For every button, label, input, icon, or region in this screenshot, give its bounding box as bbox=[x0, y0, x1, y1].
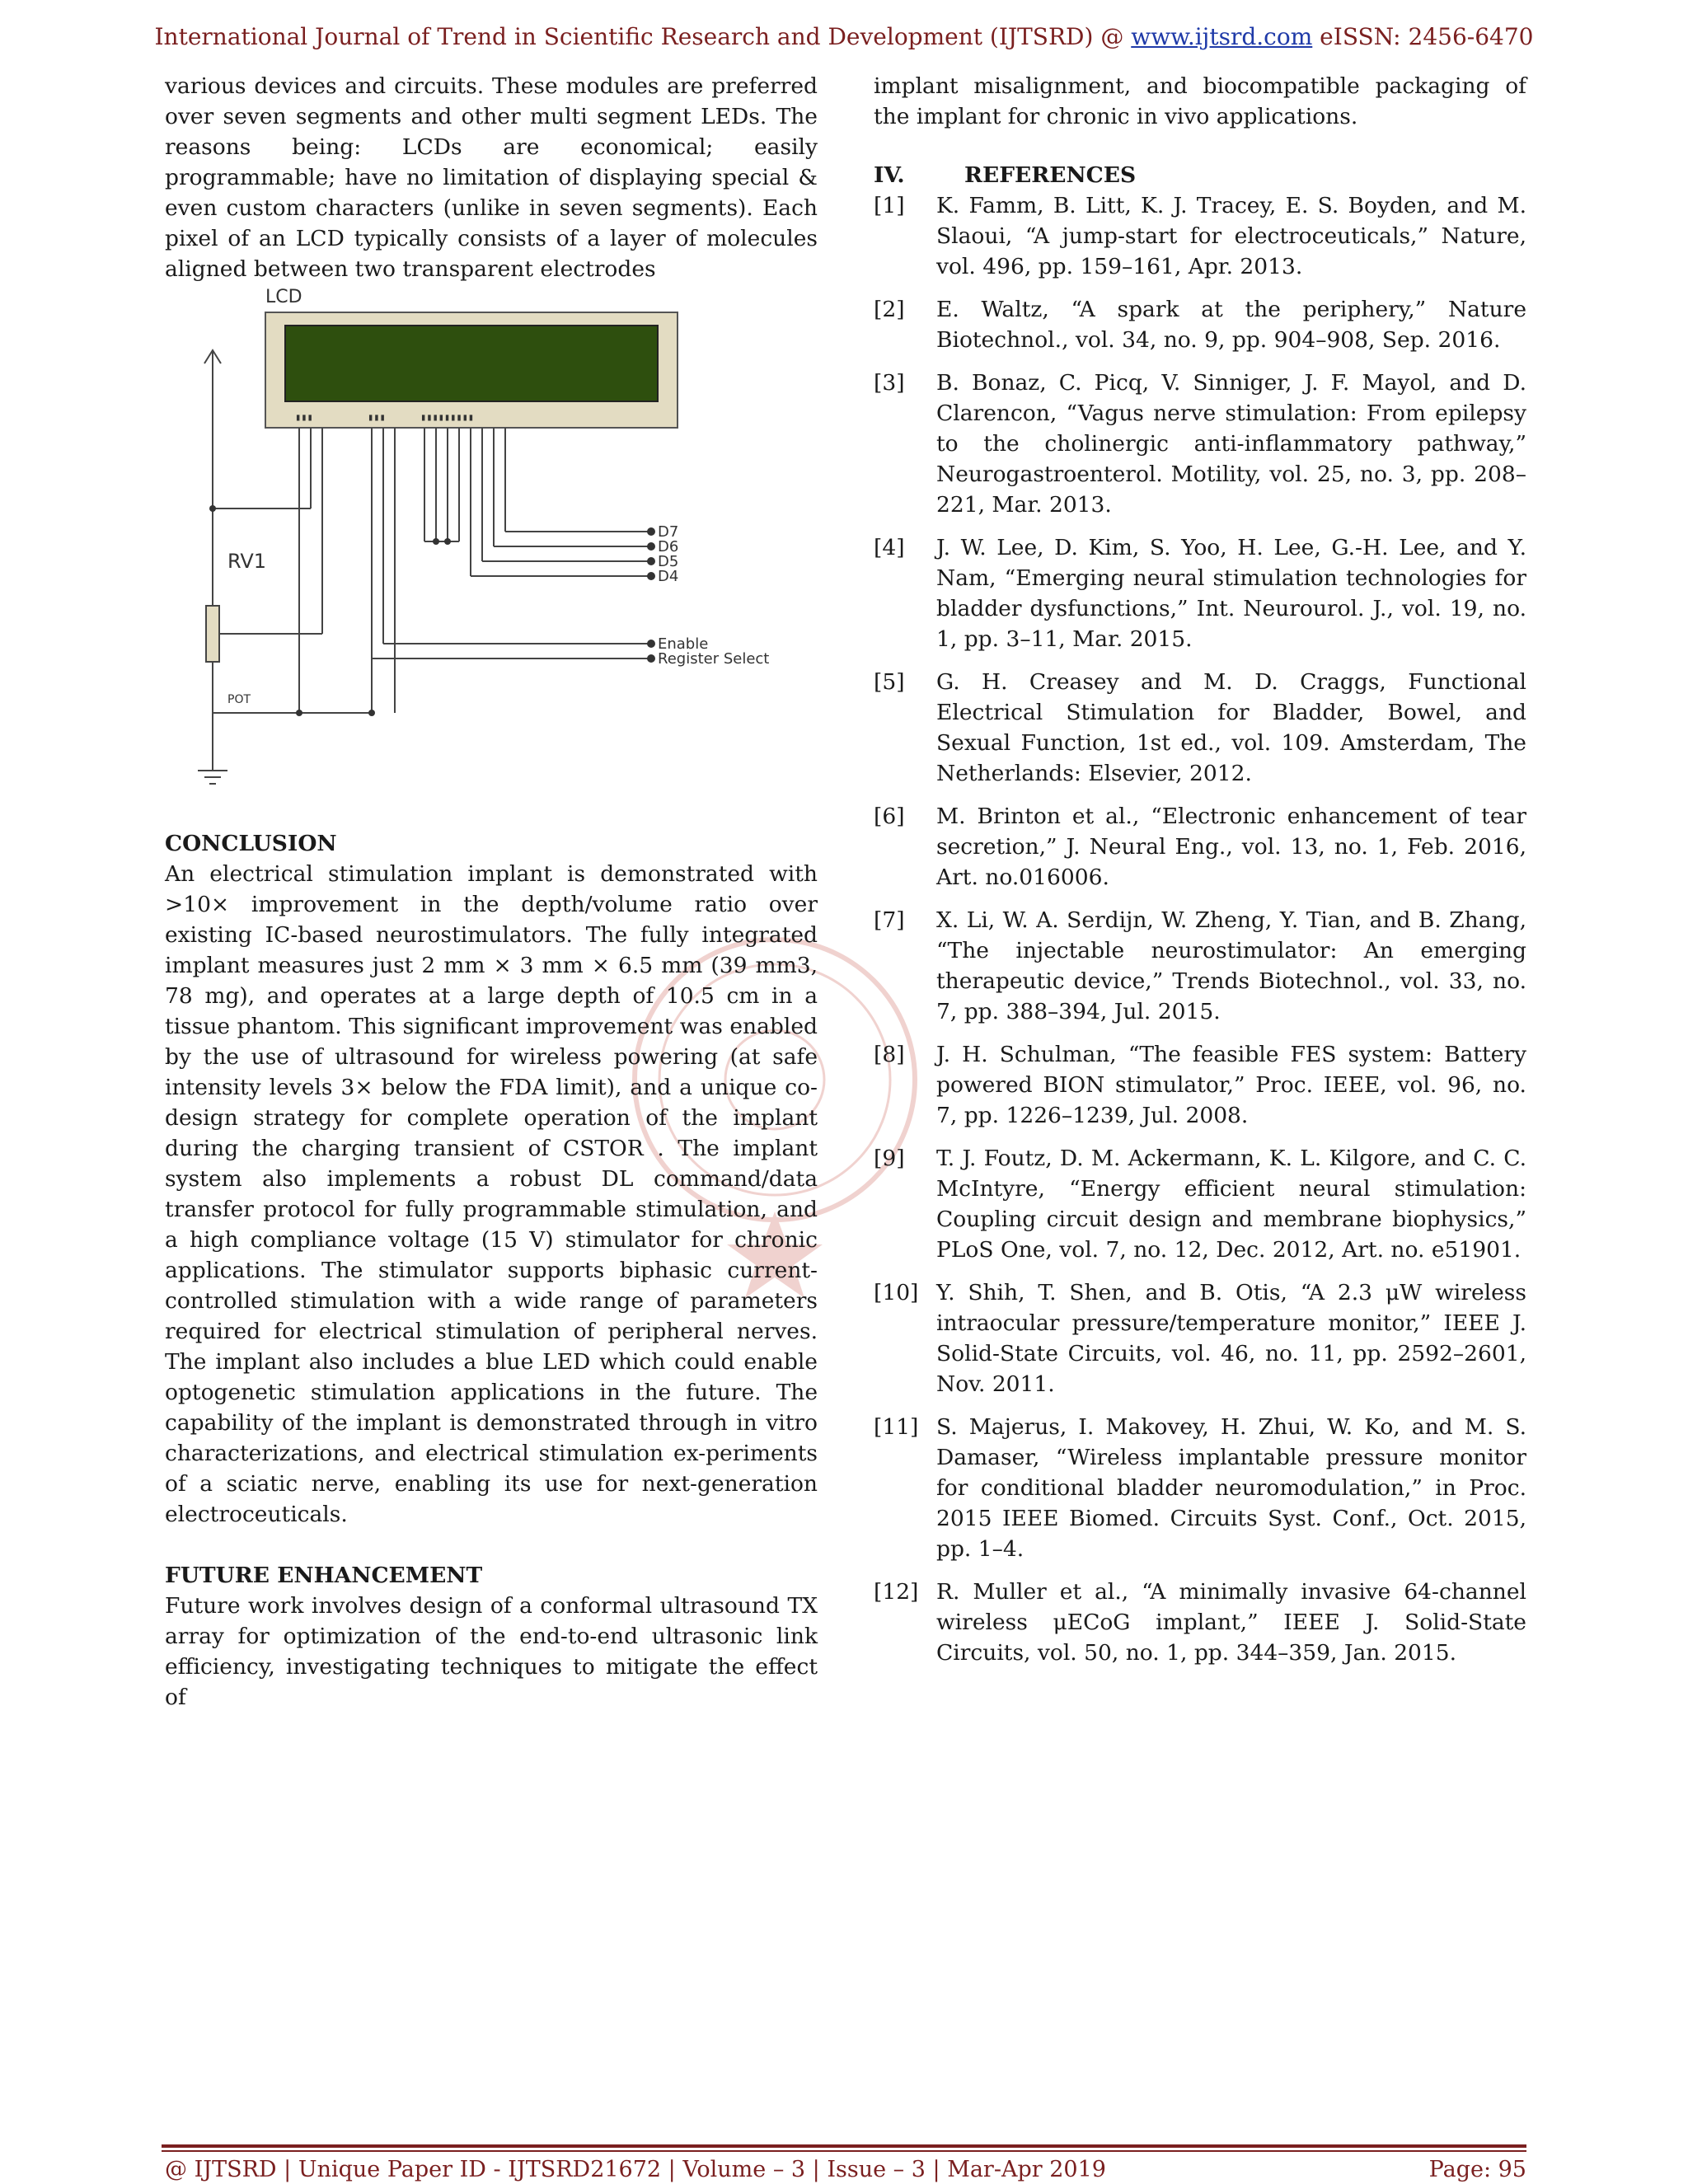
conclusion-paragraph: An electrical stimulation implant is demonstrated with >10× improvement in the depth/volume ratio over existing IC-based neurostimulators. The fully integrated implant measures just 2 mm × 3 mm × 6.5 mm (39 mm3, 78 mg), and operates at a large depth of 10.5 cm in a tissue phantom. This significant improvement was enabled by the use of ultrasound for wireless powering (at safe intensity levels 3× below the FDA limit), and a unique co-design strategy for complete operation of the implant during the charging transient of CSTOR . The implant system also implements a robust DL command/data transfer protocol for fully programmable stimulation, and a high compliance voltage (15 V) stimulator for chronic applications. The stimulator supports biphasic current-controlled stimulation with a wide range of parameters required for electrical stimulation of peripheral nerves. The implant also includes a blue LED which could enable optogenetic stimulation applications in the future. The capability of the implant is demonstrated through in vitro characterizations, and electrical stimulation ex-periments of a sciatic nerve, enabling its use for next-generation electroceuticals. bbox=[165, 861, 818, 1527]
reference-item bbox=[874, 905, 1526, 1027]
reference-item bbox=[874, 1143, 1526, 1265]
footer-paper-info: @ IJTSRD | Unique Paper ID - IJTSRD21672 | Volume – 3 | Issue – 3 | Mar-Apr 2019 bbox=[165, 2157, 1106, 2182]
references-section-number: IV. bbox=[874, 162, 905, 188]
journal-link[interactable]: www.ijtsrd.com bbox=[1131, 23, 1313, 50]
pot-label: POT bbox=[227, 693, 251, 706]
lcd-circuit-figure bbox=[165, 284, 818, 828]
reference-number: [1] bbox=[874, 193, 905, 218]
future-enhancement-paragraph: Future work involves design of a conformal ultrasound TX array for optimization of the end-to-end ultrasonic link efficiency, investigating techniques to mitigate the effect of bbox=[165, 1593, 818, 1710]
reference-text: Y. Shih, T. Shen, and B. Otis, “A 2.3 μW wireless intraocular pressure/temperature monitor,” IEEE J. Solid-State Circuits, vol. 46, no. 11, pp. 2592–2601, Nov. 2011. bbox=[936, 1280, 1526, 1397]
rv1-label: RV1 bbox=[227, 550, 267, 573]
reference-text: E. Waltz, “A spark at the periphery,” Nature Biotechnol., vol. 34, no. 9, pp. 904–908, Sep. 2016. bbox=[936, 297, 1526, 353]
reference-number: [6] bbox=[874, 804, 905, 829]
right-column bbox=[874, 71, 1526, 1680]
reference-item bbox=[874, 1277, 1526, 1399]
svg-text:▮▮▮▮▮▮▮▮▮: ▮▮▮▮▮▮▮▮▮ bbox=[420, 411, 475, 423]
journal-header bbox=[0, 23, 1688, 50]
signal-d5: D5 bbox=[658, 553, 679, 570]
reference-text: M. Brinton et al., “Electronic enhancement of tear secretion,” J. Neural Eng., vol. 13, no. 1, Feb. 2016, Art. no.016006. bbox=[936, 804, 1526, 890]
reference-item bbox=[874, 190, 1526, 282]
reference-text: G. H. Creasey and M. D. Craggs, Functional Electrical Stimulation for Bladder, Bowel, and Sexual Function, 1st ed., vol. 109. Amsterdam, The Netherlands: Elsevier, 2012. bbox=[936, 669, 1526, 786]
reference-text: J. W. Lee, D. Kim, S. Yoo, H. Lee, G.-H. Lee, and Y. Nam, “Emerging neural stimulation technologies for bladder dysfunctions,” Int. Neurourol. J., vol. 19, no. 1, pp. 3–11, Mar. 2015. bbox=[936, 535, 1526, 652]
page-number: Page: 95 bbox=[1428, 2157, 1526, 2182]
reference-item bbox=[874, 294, 1526, 355]
signal-d4: D4 bbox=[658, 568, 679, 585]
lcd-label: LCD bbox=[265, 287, 302, 307]
signal-d7: D7 bbox=[658, 523, 679, 541]
lcd-circuit-diagram bbox=[165, 284, 818, 828]
reference-item bbox=[874, 801, 1526, 893]
reference-text: K. Famm, B. Litt, K. J. Tracey, E. S. Boyden, and M. Slaoui, “A jump-start for electroceuticals,” Nature, vol. 496, pp. 159–161, Apr. 2013. bbox=[936, 193, 1526, 279]
reference-number: [3] bbox=[874, 370, 905, 396]
references-heading bbox=[874, 160, 1526, 190]
reference-list bbox=[874, 190, 1526, 1668]
reference-number: [11] bbox=[874, 1414, 919, 1440]
reference-text: T. J. Foutz, D. M. Ackermann, K. L. Kilgore, and C. C. McIntyre, “Energy efficient neural stimulation: Coupling circuit design and membrane biophysics,” PLoS One, vol. 7, no. 12, Dec. 2012, Art. no. e51901. bbox=[936, 1146, 1526, 1263]
reference-text: J. H. Schulman, “The feasible FES system: Battery powered BION stimulator,” Proc. IEEE, vol. 96, no. 7, pp. 1226–1239, Jul. 2008. bbox=[936, 1042, 1526, 1128]
header-prefix: International Journal of Trend in Scientific Research and Development (IJTSRD) @ bbox=[154, 23, 1132, 50]
conclusion-heading: CONCLUSION bbox=[165, 831, 337, 856]
page-footer bbox=[165, 2157, 1526, 2182]
reference-number: [8] bbox=[874, 1042, 905, 1067]
references-title: REFERENCES bbox=[964, 162, 1137, 188]
future-enhancement-heading: FUTURE ENHANCEMENT bbox=[165, 1563, 483, 1588]
svg-text:▮▮▮: ▮▮▮ bbox=[295, 411, 313, 423]
signal-d6: D6 bbox=[658, 538, 679, 555]
reference-item bbox=[874, 1577, 1526, 1668]
reference-number: [9] bbox=[874, 1146, 905, 1171]
signal-enable: Enable bbox=[658, 635, 709, 653]
reference-number: [12] bbox=[874, 1579, 919, 1605]
reference-number: [5] bbox=[874, 669, 905, 695]
reference-item bbox=[874, 1039, 1526, 1131]
reference-item bbox=[874, 368, 1526, 520]
continuation-paragraph: implant misalignment, and biocompatible packaging of the implant for chronic in vivo applications. bbox=[874, 73, 1526, 129]
header-issn: eISSN: 2456-6470 bbox=[1312, 23, 1534, 50]
reference-number: [2] bbox=[874, 297, 905, 322]
reference-text: B. Bonaz, C. Picq, V. Sinniger, J. F. Mayol, and D. Clarencon, “Vagus nerve stimulation: From epilepsy to the cholinergic anti-inflammatory pathway,” Neurogastroenterol. Motility, vol. 25, no. 3, pp. 208–221, Mar. 2013. bbox=[936, 370, 1526, 518]
reference-text: R. Muller et al., “A minimally invasive 64-channel wireless μECoG implant,” IEEE J. Solid-State Circuits, vol. 50, no. 1, pp. 344–359, Jan. 2015. bbox=[936, 1579, 1526, 1666]
signal-register-select: Register Select bbox=[658, 650, 770, 668]
reference-number: [10] bbox=[874, 1280, 919, 1305]
reference-item bbox=[874, 667, 1526, 789]
svg-text:▮▮▮: ▮▮▮ bbox=[368, 411, 386, 423]
footer-divider-thin bbox=[162, 2150, 1526, 2152]
left-column bbox=[165, 71, 818, 1713]
reference-item bbox=[874, 1412, 1526, 1564]
footer-divider bbox=[162, 2144, 1526, 2148]
intro-paragraph: various devices and circuits. These modules are preferred over seven segments and other multi segment LEDs. The reasons being: LCDs are economical; easily programmable; have no limitation of displaying special & even custom characters (unlike in seven segments). Each pixel of an LCD typically consists of a layer of molecules aligned between two transparent electrodes bbox=[165, 73, 818, 282]
reference-number: [7] bbox=[874, 907, 905, 933]
reference-item bbox=[874, 532, 1526, 654]
reference-text: X. Li, W. A. Serdijn, W. Zheng, Y. Tian, and B. Zhang, “The injectable neurostimulator: An emerging therapeutic device,” Trends Biotechnol., vol. 33, no. 7, pp. 388–394, Jul. 2015. bbox=[936, 907, 1526, 1024]
reference-number: [4] bbox=[874, 535, 905, 560]
reference-text: S. Majerus, I. Makovey, H. Zhui, W. Ko, and M. S. Damaser, “Wireless implantable pressure monitor for conditional bladder neuromodulation,” in Proc. 2015 IEEE Biomed. Circuits Syst. Conf., Oct. 2015, pp. 1–4. bbox=[936, 1414, 1526, 1562]
